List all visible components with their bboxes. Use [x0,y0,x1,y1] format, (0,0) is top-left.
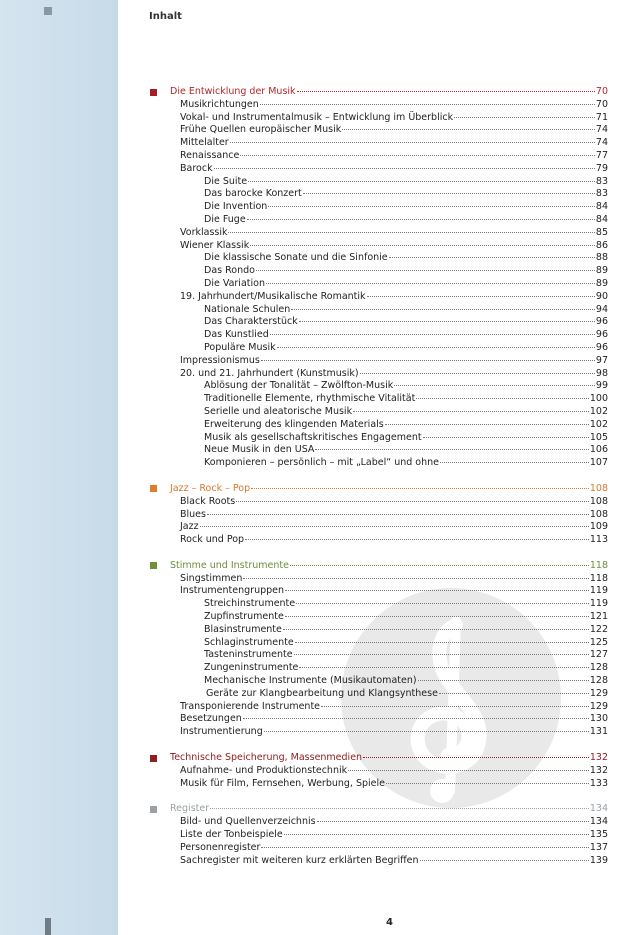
section-page-number: 134 [589,803,608,815]
leader-dots [360,373,595,374]
entry-page-number: 96 [595,329,608,341]
leader-dots [207,514,589,515]
entry-page-number: 130 [589,713,608,725]
entry-page-number: 113 [589,534,608,546]
toc-entry [148,534,608,547]
toc-section-heading [148,86,608,99]
toc-entry [148,227,608,240]
leader-dots [454,117,595,118]
toc-entry [148,585,608,598]
entry-page-number: 121 [589,611,608,623]
leader-dots [290,565,589,566]
toc-entry [148,637,608,650]
toc-entry [148,444,608,457]
leader-dots [285,616,589,617]
leader-dots [439,693,589,694]
entry-page-number: 88 [595,252,608,264]
entry-page-number: 74 [595,137,608,149]
entry-page-number: 83 [595,188,608,200]
toc-entry [148,842,608,855]
leader-dots [264,731,589,732]
entry-page-number: 70 [595,98,608,110]
toc-entry [148,124,608,137]
toc-section [148,86,608,470]
entry-page-number: 108 [589,495,608,507]
band-marker-bottom [45,918,51,935]
entry-title: Die Invention [204,201,268,213]
leader-dots [236,501,589,502]
entry-title: Tasteninstrumente [204,649,293,661]
toc-entry [148,380,608,393]
entry-page-number: 137 [589,841,608,853]
entry-title: Streichinstrumente [204,598,296,610]
entry-title: Vokal- und Instrumentalmusik – Entwicklung im Überblick [180,111,454,123]
entry-page-number: 85 [595,226,608,238]
entry-title: Liste der Tonbeispiele [180,829,283,841]
entry-title: Das Charakterstück [204,316,298,328]
page-number: 4 [386,917,393,928]
entry-page-number: 90 [595,290,608,302]
leader-dots [420,860,589,861]
toc-entry [148,99,608,112]
toc-entry [148,624,608,637]
entry-title: Frühe Quellen europäischer Musik [180,124,342,136]
toc-entry [148,342,608,355]
entry-title: Transponierende Instrumente [180,700,321,712]
entry-page-number: 71 [595,111,608,123]
entry-page-number: 84 [595,213,608,225]
toc-section [148,560,608,739]
leader-dots [321,706,589,707]
toc-entry [148,291,608,304]
leader-dots [303,193,595,194]
section-page-number: 70 [595,86,608,97]
toc-entry [148,329,608,342]
entry-page-number: 128 [589,675,608,687]
leader-dots [394,385,595,386]
entry-title: Jazz [180,521,199,533]
entry-title: Instrumentierung [180,726,263,738]
leader-dots [266,283,595,284]
section-title: Register [170,803,210,815]
entry-page-number: 129 [589,700,608,712]
entry-title: Wiener Klassik [180,239,250,251]
leader-dots [243,718,589,719]
leader-dots [299,667,588,668]
toc-entry [148,137,608,150]
entry-title: Besetzungen [180,713,242,725]
entry-page-number: 135 [589,829,608,841]
entry-title: Das Kunstlied [204,329,269,341]
entry-page-number: 102 [589,418,608,430]
toc-entry [148,675,608,688]
leader-dots [315,449,588,450]
leader-dots [294,654,589,655]
running-head: Inhalt [149,11,182,22]
entry-title: Komponieren – persönlich – mit „Label“ und ohne [204,457,439,469]
leader-dots [348,770,589,771]
leader-dots [283,629,589,630]
entry-page-number: 89 [595,265,608,277]
toc-entry [148,496,608,509]
entry-title: Mittelalter [180,137,229,149]
leader-dots [353,411,589,412]
toc-entry [148,188,608,201]
toc-entry [148,829,608,842]
leader-dots [250,245,595,246]
entry-page-number: 105 [589,431,608,443]
leader-dots [247,219,595,220]
toc-section-heading [148,752,608,765]
leader-dots [295,642,589,643]
toc-entry [148,176,608,189]
entry-title: Personenregister [180,841,261,853]
leader-dots [228,232,594,233]
leader-dots [296,603,589,604]
leader-dots [251,488,589,489]
toc-entry [148,457,608,470]
entry-page-number: 125 [589,636,608,648]
leader-dots [385,424,589,425]
entry-page-number: 131 [589,726,608,738]
leader-dots [261,360,595,361]
toc-entry [148,432,608,445]
toc-entry [148,150,608,163]
entry-title: Das barocke Konzert [204,188,302,200]
entry-page-number: 139 [589,854,608,866]
section-marker-icon [150,562,157,569]
entry-page-number: 83 [595,175,608,187]
toc-entry [148,573,608,586]
section-marker-icon [150,806,157,813]
leader-dots [214,168,595,169]
entry-page-number: 108 [589,508,608,520]
entry-page-number: 98 [595,367,608,379]
entry-page-number: 128 [589,662,608,674]
entry-page-number: 99 [595,380,608,392]
entry-page-number: 77 [595,149,608,161]
side-color-band [0,0,118,935]
toc-entry [148,201,608,214]
entry-title: Die Fuge [204,213,246,225]
entry-page-number: 97 [595,354,608,366]
entry-title: Musikrichtungen [180,98,259,110]
section-title: Jazz – Rock – Pop [170,482,251,494]
entry-page-number: 89 [595,277,608,289]
toc-entry [148,163,608,176]
entry-title: Bild- und Quellenverzeichnis [180,816,316,828]
leader-dots [277,347,595,348]
entry-title: Barock [180,162,213,174]
toc-section-heading [148,803,608,816]
leader-dots [245,539,589,540]
entry-title: 19. Jahrhundert/Musikalische Romantik [180,290,366,302]
leader-dots [256,270,595,271]
entry-title: Zupfinstrumente [204,611,284,623]
toc-entry [148,598,608,611]
entry-title: Musik für Film, Fernsehen, Werbung, Spiele [180,777,385,789]
leader-dots [268,206,595,207]
toc-entry [148,509,608,522]
entry-title: Black Roots [180,495,236,507]
entry-title: Vorklassik [180,226,228,238]
leader-dots [200,526,589,527]
entry-page-number: 96 [595,341,608,353]
entry-title: Die Suite [204,175,248,187]
entry-title: Traditionelle Elemente, rhythmische Vitalität [204,393,416,405]
leader-dots [285,590,589,591]
leader-dots [230,142,595,143]
entry-page-number: 119 [589,585,608,597]
toc-entry [148,778,608,791]
toc-entry [148,240,608,253]
leader-dots [367,296,595,297]
leader-dots [299,321,595,322]
entry-page-number: 127 [589,649,608,661]
leader-dots [416,398,589,399]
entry-title: 20. und 21. Jahrhundert (Kunstmusik) [180,367,359,379]
entry-page-number: 102 [589,405,608,417]
leader-dots [297,91,595,92]
toc-entry [148,355,608,368]
section-marker-icon [150,485,157,492]
entry-page-number: 106 [589,444,608,456]
leader-dots [243,578,588,579]
toc-entry [148,406,608,419]
toc-entry [148,393,608,406]
toc-entry [148,112,608,125]
leader-dots [291,309,595,310]
toc-section [148,483,608,547]
leader-dots [342,129,595,130]
toc-entry [148,765,608,778]
entry-page-number: 109 [589,521,608,533]
entry-page-number: 96 [595,316,608,328]
leader-dots [240,155,595,156]
toc-entry [148,521,608,534]
entry-title: Geräte zur Klangbearbeitung und Klangsynthese [206,687,438,699]
entry-page-number: 134 [589,816,608,828]
entry-title: Renaissance [180,149,240,161]
toc-entry [148,304,608,317]
entry-page-number: 129 [589,687,608,699]
section-page-number: 118 [589,559,608,571]
entry-page-number: 74 [595,124,608,136]
entry-title: Die Variation [204,277,265,289]
section-marker-icon [150,89,157,96]
section-marker-icon [150,755,157,762]
toc-section-heading [148,560,608,573]
entry-title: Blues [180,508,206,520]
entry-page-number: 118 [589,572,608,584]
entry-title: Die klassische Sonate und die Sinfonie [204,252,388,264]
entry-title: Mechanische Instrumente (Musikautomaten) [204,675,417,687]
toc-entry [148,649,608,662]
entry-title: Das Rondo [204,265,255,277]
section-page-number: 108 [589,482,608,494]
toc-entry [148,701,608,714]
entry-page-number: 84 [595,201,608,213]
entry-title: Singstimmen [180,572,243,584]
toc-section [148,803,608,867]
band-marker-top [44,7,52,15]
toc-entry [148,713,608,726]
entry-page-number: 119 [589,598,608,610]
entry-page-number: 122 [589,623,608,635]
leader-dots [386,783,589,784]
toc-entry [148,855,608,868]
entry-page-number: 86 [595,239,608,251]
entry-page-number: 132 [589,764,608,776]
toc-entry [148,316,608,329]
entry-page-number: 100 [589,393,608,405]
entry-page-number: 133 [589,777,608,789]
entry-page-number: 79 [595,162,608,174]
leader-dots [363,757,589,758]
leader-dots [248,181,595,182]
toc-entry [148,662,608,675]
section-title: Die Entwicklung der Musik [170,86,296,97]
toc-entry [148,726,608,739]
entry-title: Populäre Musik [204,341,276,353]
toc-entry [148,278,608,291]
entry-page-number: 94 [595,303,608,315]
toc-entry [148,368,608,381]
entry-title: Musik als gesellschaftskritisches Engagement [204,431,422,443]
entry-title: Serielle und aleatorische Musik [204,405,353,417]
toc-entry [148,265,608,278]
entry-title: Ablösung der Tonalität – Zwölfton-Musik [204,380,394,392]
entry-title: Erweiterung des klingenden Materials [204,418,384,430]
leader-dots [270,334,595,335]
toc-section [148,752,608,790]
toc-section-heading [148,483,608,496]
entry-title: Sachregister mit weiteren kurz erklärten Begriffen [180,854,419,866]
toc-entry [148,419,608,432]
entry-title: Aufnahme- und Produktionstechnik [180,764,348,776]
leader-dots [440,462,589,463]
toc-entry [148,611,608,624]
leader-dots [284,834,589,835]
entry-title: Neue Musik in den USA [204,444,315,456]
toc-entry [148,688,608,701]
toc-entry [148,816,608,829]
toc-entry [148,252,608,265]
leader-dots [210,808,589,809]
entry-title: Blasinstrumente [204,623,282,635]
section-page-number: 132 [589,752,608,764]
leader-dots [261,847,588,848]
entry-title: Zungeninstrumente [204,662,299,674]
entry-page-number: 107 [589,457,608,469]
entry-title: Nationale Schulen [204,303,291,315]
entry-title: Instrumentengruppen [180,585,285,597]
entry-title: Impressionismus [180,354,260,366]
toc-entry [148,214,608,227]
entry-title: Schlaginstrumente [204,636,294,648]
leader-dots [260,104,595,105]
section-title: Stimme und Instrumente [170,559,289,571]
leader-dots [423,437,589,438]
table-of-contents [148,86,608,880]
section-title: Technische Speicherung, Massenmedien [170,752,363,764]
leader-dots [418,680,589,681]
leader-dots [317,821,589,822]
leader-dots [389,257,595,258]
entry-title: Rock und Pop [180,534,245,546]
